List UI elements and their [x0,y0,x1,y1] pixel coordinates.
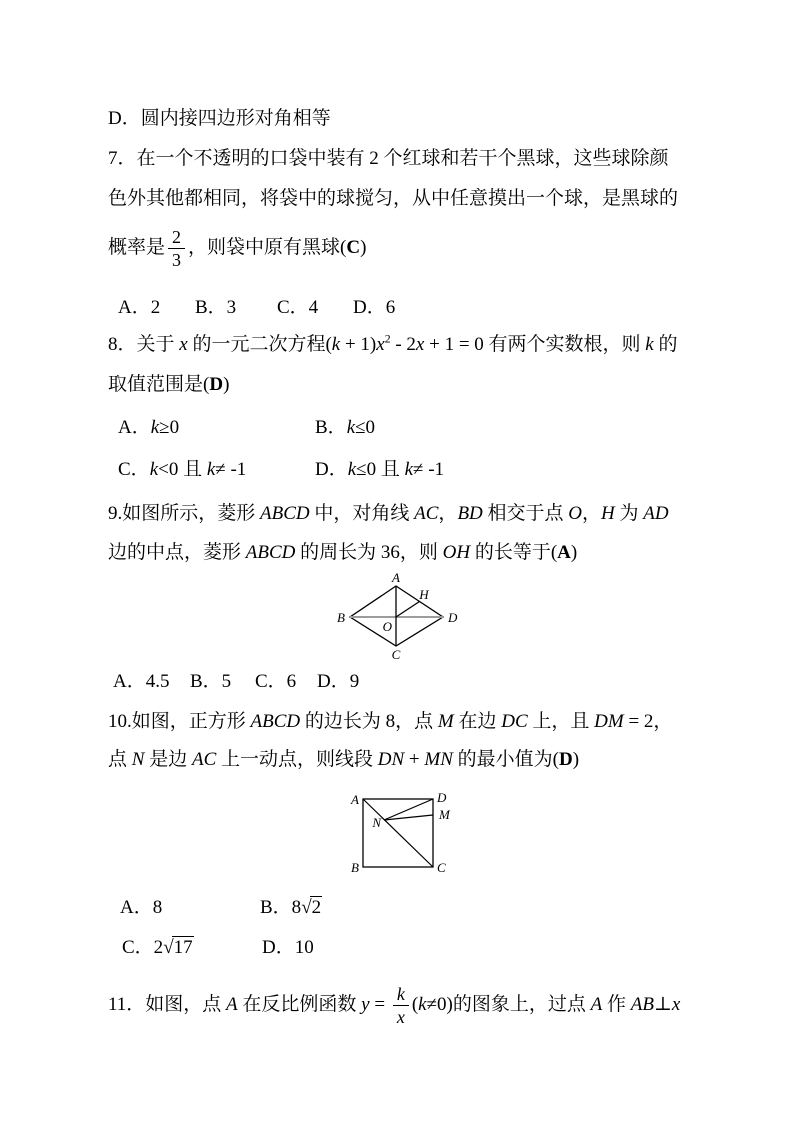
math-var: BD [457,503,483,524]
answer-letter: A [557,542,571,563]
question-10-options-row-1 [0,894,794,922]
math-var: k [645,334,654,355]
question-text: = [369,994,390,1015]
option-d: D．10 [262,937,314,958]
question-text: ≠0)的图象上，过点 [426,994,591,1015]
question-text: = 2， [623,711,673,732]
math-var: AC [191,749,217,770]
math-var: ABCD [245,542,296,563]
option-b: B．5 [190,671,232,692]
option-a: A．8 [120,897,163,918]
question-text: 上一动点，则线段 [216,749,378,770]
vertex-label-d: D [448,610,458,625]
fraction-k-over-x [393,984,409,1027]
square-diagram [348,786,463,880]
option-b: B．3 [195,297,237,318]
math-var: AD [643,503,669,524]
option-a: A．k≥0 [118,417,180,438]
exponent: 2 [384,332,391,346]
math-var: x [179,334,188,355]
question-6-option-d [108,105,748,133]
math-var: AC [414,503,439,524]
question-text: 点 [108,749,132,770]
question-7-line-2 [108,185,748,213]
square-root: √17 [163,937,193,958]
question-text: ) [570,542,578,563]
vertex-label-a: A [351,792,359,807]
answer-letter: D [209,374,224,395]
answer-letter: D [558,749,573,770]
question-text: 相交于点 [482,503,569,524]
question-text: 的最小值为( [452,749,559,770]
question-text: 取值范围是( [108,374,210,395]
question-9-options [0,668,794,696]
question-7-options [0,294,794,322]
math-var: A [590,994,603,1015]
math-var: N [131,749,145,770]
center-label-o: O [382,619,392,634]
fraction-numerator: 2 [168,227,185,249]
diagonal-ac [363,799,433,867]
question-text: + 1) [340,334,377,355]
question-text: 的一元二次方程( [187,334,332,355]
question-text: ) [572,749,580,770]
question-10-options-row-2 [0,934,794,962]
question-text: 11．如图，点 [108,994,227,1015]
math-var: x [415,334,425,355]
option-d: D．k≤0 且 k≠ -1 [315,459,445,480]
math-var: M [437,711,454,732]
question-8-options-row-2 [0,456,794,484]
question-9-line-1 [108,500,748,528]
question-text: 8．关于 [108,334,180,355]
question-text: 作 [602,994,631,1015]
question-text: 在边 [453,711,502,732]
question-text: 7．在一个不透明的口袋中装有 2 个红球和若干个黑球，这些球除颜 [108,148,669,169]
math-var: AB [630,994,654,1015]
math-var: MN [424,749,453,770]
fraction-numerator: k [393,984,409,1006]
vertex-label-d: D [437,790,447,805]
option-c: C．k<0 且 k≠ -1 [118,459,247,480]
option-c: C．4 [277,297,319,318]
segment-nd [384,799,433,820]
square-root: √2 [301,897,322,918]
option-b: B．k≤0 [315,417,376,438]
math-var: k [418,994,427,1015]
math-var: x [671,994,681,1015]
midpoint-label-h: H [419,587,429,602]
option-d: D．9 [317,671,360,692]
question-7-line-3 [108,220,748,276]
question-text: ， [582,503,602,524]
question-9-line-2 [108,539,748,567]
question-11-line-1 [108,977,748,1033]
question-text: 上，且 [527,711,595,732]
question-8-line-2 [108,371,748,399]
question-text: 的 [653,334,678,355]
option-a: A．2 [118,297,161,318]
answer-letter: C [346,237,361,258]
math-var: k [331,334,341,355]
math-var: ABCD [260,503,310,524]
question-text: 中，对角线 [309,503,415,524]
option-c: C．6 [255,671,297,692]
vertex-label-c: C [391,647,401,662]
question-8-line-1 [108,331,748,359]
math-var: DN [377,749,405,770]
vertex-label-a: A [392,570,400,585]
question-text: 9.如图所示，菱形 [108,503,261,524]
math-var: y [361,994,370,1015]
question-text: 在反比例函数 [237,994,362,1015]
rhombus-diagram [335,570,470,662]
question-text: 10.如图，正方形 [108,711,251,732]
math-var: ABCD [250,711,301,732]
question-text: 的周长为 36，则 [295,542,443,563]
point-label-n: N [372,815,381,830]
point-label-m: M [439,807,450,822]
question-text: 的长等于( [470,542,558,563]
question-text: - 2 [390,334,416,355]
fraction-two-thirds [168,227,185,270]
fraction-denominator: x [396,1007,405,1028]
math-var: OH [442,542,471,563]
question-10-line-1 [108,708,748,736]
question-text: ) [360,237,367,258]
question-text: + [404,749,425,770]
question-8-options-row-1 [0,414,794,442]
question-text: 的边长为 8，点 [300,711,438,732]
vertex-label-c: C [437,860,446,875]
segment-oh [396,602,420,618]
question-text: 为 [614,503,644,524]
question-text: ) [223,374,230,395]
math-var: A [226,994,238,1015]
math-var: DC [501,711,528,732]
question-text: ( [411,994,419,1015]
option-d: D．6 [353,297,396,318]
question-text: ，则袋中原有黑球( [188,237,347,258]
vertex-label-b: B [351,860,359,875]
question-text: 概率是 [108,237,166,258]
question-text: 边的中点，菱形 [108,542,246,563]
question-10-line-2 [108,746,748,774]
option-c: C．2√17 [122,937,193,958]
option-b: B．8√2 [260,897,322,918]
option-a: A．4.5 [113,671,170,692]
question-text: ， [438,503,458,524]
question-text: + 1 = 0 有两个实数根，则 [424,334,646,355]
question-text: 色外其他都相同，将袋中的球搅匀，从中任意摸出一个球，是黑球的 [108,188,679,209]
math-var: x [376,334,385,355]
math-var: DM [594,711,624,732]
vertex-label-b: B [337,610,345,625]
math-var: H [601,503,615,524]
question-7-line-1 [108,145,748,173]
fraction-denominator: 3 [172,250,182,271]
perpendicular-symbol: ⊥ [653,994,672,1015]
option-text: D．圆内接四边形对角相等 [108,108,331,129]
question-text: 是边 [144,749,192,770]
math-var: O [568,503,583,524]
